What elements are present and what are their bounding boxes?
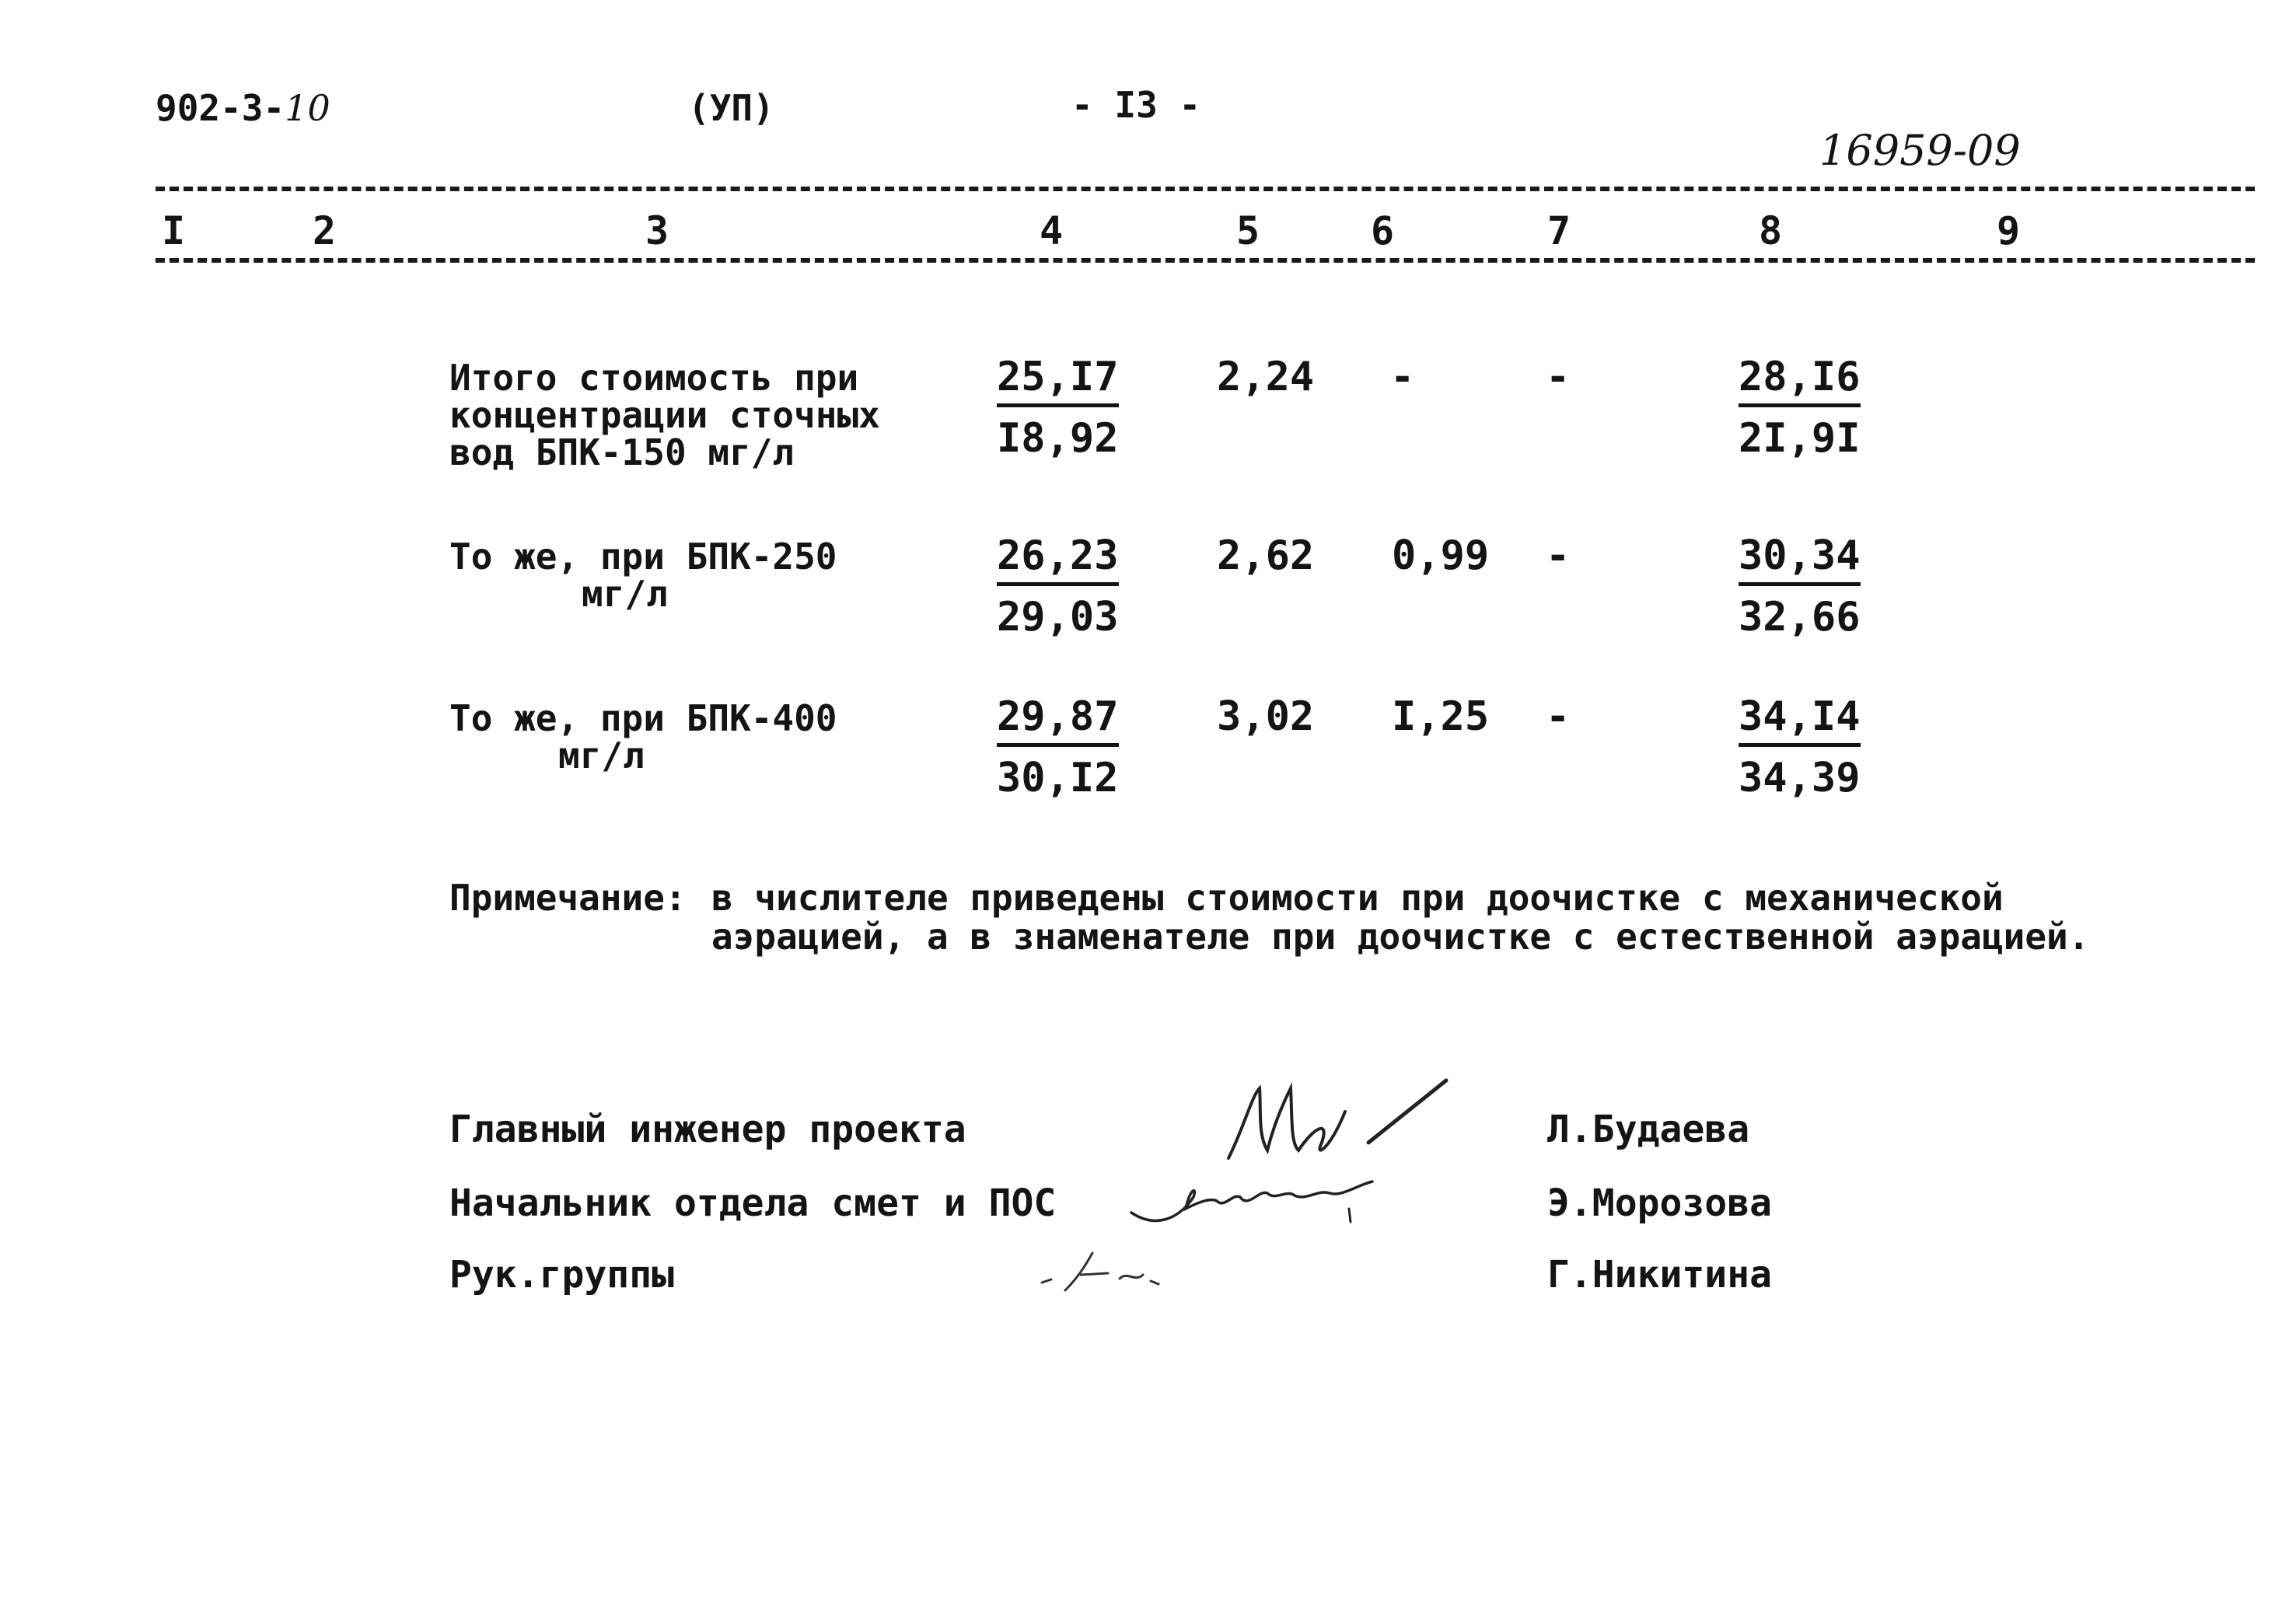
table-row-label: То же, при БПК-250 мг/л	[449, 536, 837, 615]
row3-col5: 3,02	[1217, 693, 1315, 740]
row2-col5: 2,62	[1217, 532, 1315, 579]
row1-col4-numerator: 25,I7	[997, 354, 1119, 407]
column-number-7: 7	[1547, 208, 1571, 253]
row1-col8-numerator: 28,I6	[1739, 354, 1861, 407]
signature-role-group-lead: Рук.группы	[449, 1253, 674, 1297]
row1-col5: 2,24	[1217, 354, 1315, 400]
row2-col4-fraction	[997, 532, 1119, 640]
column-number-6: 6	[1371, 208, 1395, 253]
header-rule-top	[156, 187, 2255, 191]
header-rule-bottom	[156, 258, 2255, 263]
row2-col8-numerator: 30,34	[1739, 532, 1861, 586]
document-code-prefix: 902-3-	[156, 87, 285, 129]
column-number-1: I	[162, 208, 186, 253]
row3-col8-fraction	[1739, 693, 1861, 801]
row1-col4-fraction	[997, 354, 1119, 462]
archive-number: 16959-09	[1819, 126, 2021, 175]
row3-col8-numerator: 34,I4	[1739, 693, 1861, 747]
column-number-8: 8	[1759, 208, 1783, 253]
row3-col4-fraction	[997, 693, 1119, 801]
row2-col4-denominator: 29,03	[997, 594, 1119, 640]
row2-col7: -	[1546, 532, 1571, 579]
column-number-5: 5	[1236, 208, 1260, 253]
row2-col8-fraction	[1739, 532, 1861, 640]
column-number-3: 3	[645, 208, 669, 253]
row3-col7: -	[1546, 693, 1571, 740]
signature-name-chief-engineer: Л.Будаева	[1547, 1108, 1750, 1151]
row1-col4-denominator: I8,92	[997, 415, 1119, 462]
signature-name-group-lead: Г.Никитина	[1547, 1253, 1772, 1297]
table-row-label: Итого стоимость при концентрации сточных вод БПК-150 мг/л	[449, 357, 880, 473]
row3-col4-denominator: 30,I2	[997, 755, 1119, 801]
row2-col4-numerator: 26,23	[997, 532, 1119, 586]
signature-role-chief-engineer: Главный инженер проекта	[449, 1108, 966, 1151]
note-label: Примечание:	[449, 877, 687, 919]
row2-col8-denominator: 32,66	[1739, 594, 1861, 640]
row2-col6: 0,99	[1392, 532, 1490, 579]
row1-col8-denominator: 2I,9I	[1739, 415, 1861, 462]
handwritten-signature-chief-engineer	[1213, 1065, 1462, 1174]
section-mark: (УП)	[688, 87, 774, 129]
row3-col4-numerator: 29,87	[997, 693, 1119, 747]
document-code-suffix: 10	[285, 87, 330, 129]
handwritten-signature-department-head	[1124, 1166, 1388, 1236]
note-line-1: в числителе приведены стоимости при доочистке с механической	[711, 877, 2004, 919]
column-number-4: 4	[1040, 208, 1064, 253]
row1-col8-fraction	[1739, 354, 1861, 462]
row3-col8-denominator: 34,39	[1739, 755, 1861, 801]
page-number: - I3 -	[1071, 84, 1201, 126]
handwritten-signature-group-lead	[1034, 1244, 1190, 1306]
document-code	[156, 87, 330, 129]
row1-col7: -	[1546, 354, 1571, 400]
table-row-label: То же, при БПК-400 мг/л	[449, 697, 837, 777]
signature-name-department-head: Э.Морозова	[1547, 1181, 1772, 1225]
column-number-9: 9	[1997, 208, 2021, 253]
column-number-2: 2	[313, 208, 337, 253]
row1-col6: -	[1390, 354, 1415, 400]
row3-col6: I,25	[1392, 693, 1490, 740]
note-line-2: аэрацией, а в знаменателе при доочистке с естественной аэрацией.	[711, 916, 2090, 958]
signature-role-department-head: Начальник отдела смет и ПОС	[449, 1181, 1057, 1225]
